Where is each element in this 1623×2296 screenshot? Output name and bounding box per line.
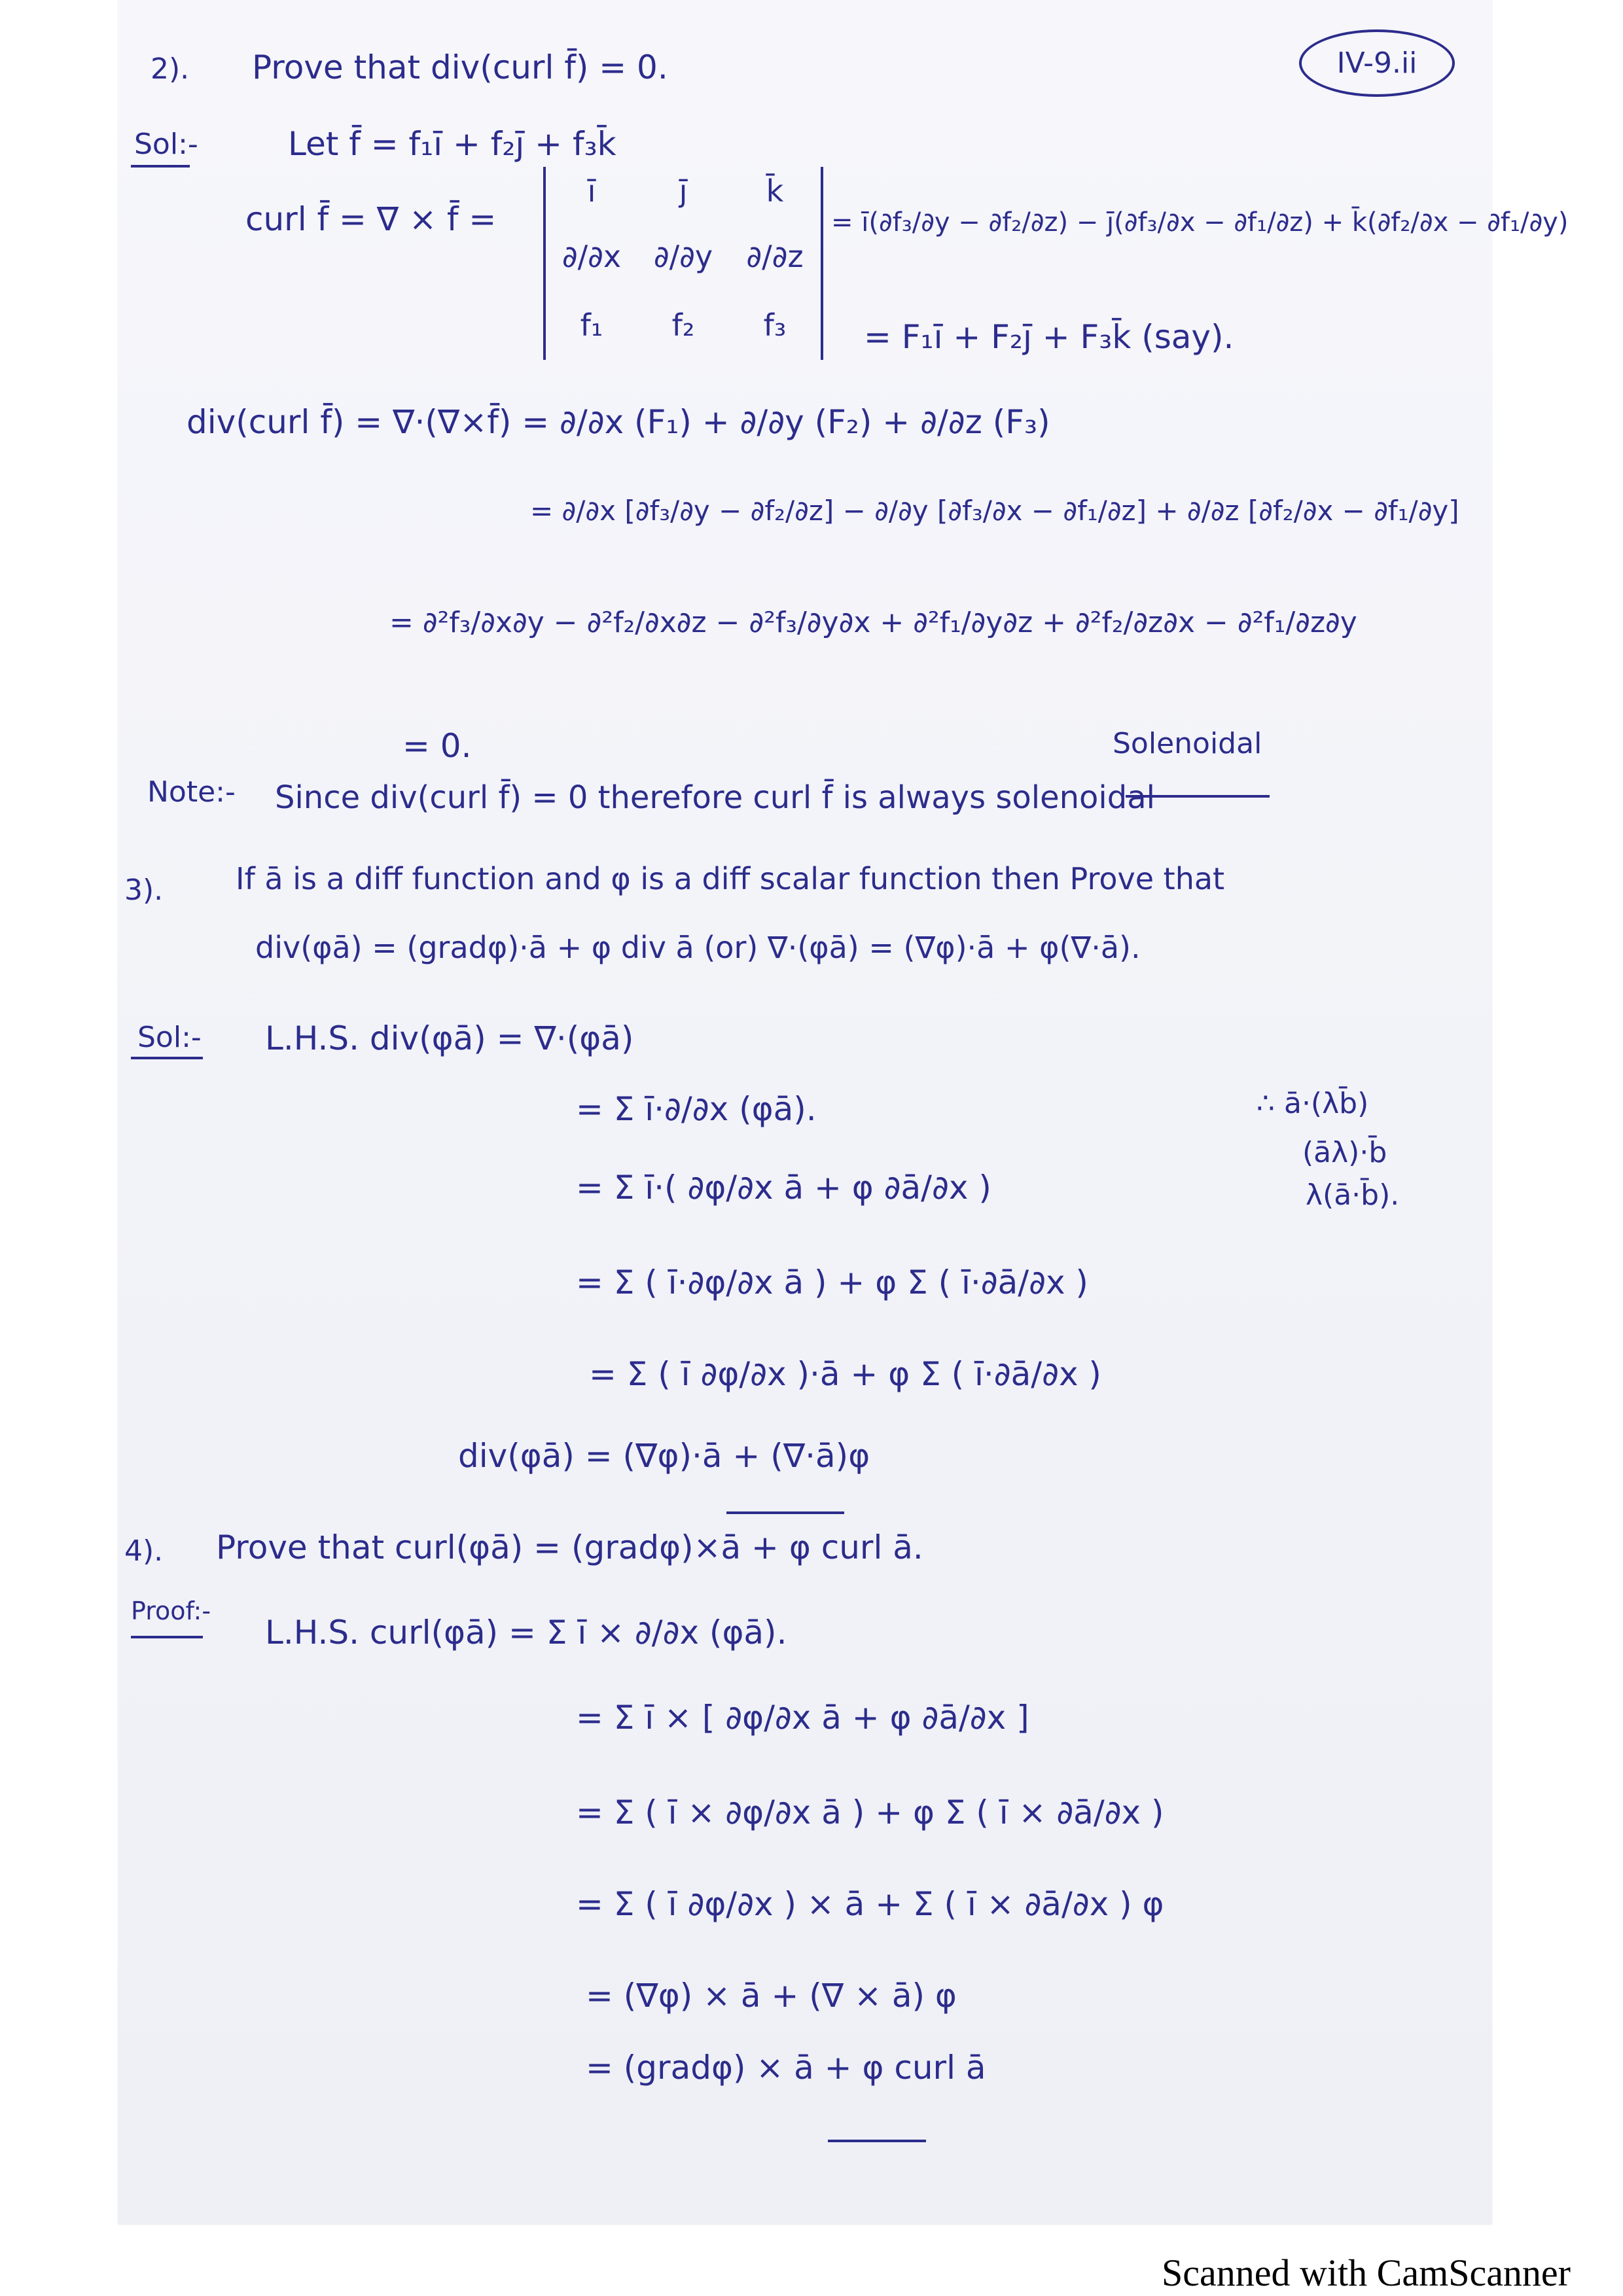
problem-3-result: div(φā) = (∇φ)·ā + (∇·ā)φ <box>458 1437 870 1475</box>
matrix-cell-k: k̄ <box>766 173 784 209</box>
problem-3-step-1: = Σ ī·∂/∂x (φā). <box>576 1090 817 1128</box>
matrix-cell-i: ī <box>587 173 596 209</box>
result-underline <box>726 1511 844 1514</box>
final-underline <box>828 2140 926 2142</box>
div-curl-step-1: div(curl f̄) = ∇·(∇×f̄) = ∂/∂x (F₁) + ∂/∂y (F₂) + ∂/∂z (F₃) <box>187 403 1050 441</box>
proof-underline <box>131 1636 203 1638</box>
problem-4-step-2: = Σ ( ī × ∂φ/∂x ā ) + φ Σ ( ī × ∂ā/∂x ) <box>576 1793 1164 1831</box>
proof-label: Proof:- <box>131 1597 211 1625</box>
curl-definition: curl f̄ = ∇ × f̄ = <box>245 200 497 238</box>
matrix-cell-f3: f₃ <box>763 308 787 343</box>
curl-expansion: = ī(∂f₃/∂y − ∂f₂/∂z) − j̄(∂f₃/∂x − ∂f₁/∂z) + k̄(∂f₂/∂x − ∂f₁/∂y) <box>831 207 1569 238</box>
problem-4-statement: Prove that curl(φā) = (gradφ)×ā + φ curl ā. <box>216 1528 923 1566</box>
curl-say: = F₁ī + F₂j̄ + F₃k̄ (say). <box>864 318 1234 356</box>
problem-3-step-4: = Σ ( ī ∂φ/∂x )·ā + φ Σ ( ī·∂ā/∂x ) <box>589 1355 1101 1393</box>
reference-badge <box>1299 29 1455 97</box>
problem-2-let: Let f̄ = f₁ī + f₂j̄ + f₃k̄ <box>288 125 616 163</box>
side-note-line-1: ∴ ā·(λb̄) <box>1257 1087 1369 1120</box>
sol-underline <box>131 165 190 168</box>
problem-3-number: 3). <box>124 874 164 907</box>
problem-2-sol-label: Sol:- <box>134 128 198 161</box>
matrix-cell-f1: f₁ <box>580 308 603 343</box>
problem-3-step-3: = Σ ( ī·∂φ/∂x ā ) + φ Σ ( ī·∂ā/∂x ) <box>576 1263 1088 1301</box>
scanner-watermark: Scanned with CamScanner <box>1162 2252 1571 2294</box>
matrix-cell-j: j̄ <box>679 173 688 209</box>
problem-3-statement-2: div(φā) = (gradφ)·ā + φ div ā (or) ∇·(φā) = (∇φ)·ā + φ(∇·ā). <box>255 930 1141 965</box>
problem-4-step-5: = (gradφ) × ā + φ curl ā <box>586 2049 986 2087</box>
note-text: Since div(curl f̄) = 0 therefore curl f̄ is always solenoidal <box>275 779 1155 816</box>
matrix-cell-ddz: ∂/∂z <box>746 239 804 274</box>
div-curl-step-3: = ∂²f₃/∂x∂y − ∂²f₂/∂x∂z − ∂²f₃/∂y∂x + ∂²f₁/∂y∂z + ∂²f₂/∂z∂x − ∂²f₁/∂z∂y <box>389 606 1357 639</box>
problem-4-number: 4). <box>124 1534 164 1568</box>
matrix-cell-ddy: ∂/∂y <box>653 239 713 274</box>
note-correction: Solenoidal <box>1113 727 1262 760</box>
note-underline <box>1126 795 1270 798</box>
problem-4-step-4: = (∇φ) × ā + (∇ × ā) φ <box>586 1977 957 2015</box>
reference-text: IV-9.ii <box>1336 46 1418 80</box>
determinant-matrix <box>543 167 823 360</box>
side-note-line-2: (āλ)·b̄ <box>1302 1136 1387 1169</box>
matrix-cell-f2: f₂ <box>671 308 695 343</box>
side-note-line-3: λ(ā·b̄). <box>1306 1178 1400 1212</box>
problem-3-sol-label: Sol:- <box>137 1021 202 1054</box>
note-label: Note:- <box>147 775 236 809</box>
problem-2-number: 2). <box>151 52 190 86</box>
matrix-cell-ddx: ∂/∂x <box>562 239 622 274</box>
problem-3-statement-1: If ā is a diff function and φ is a diff scalar function then Prove that <box>236 861 1225 896</box>
problem-3-step-2: = Σ ī·( ∂φ/∂x ā + φ ∂ā/∂x ) <box>576 1169 991 1207</box>
div-curl-step-4: = 0. <box>402 727 472 765</box>
problem-4-step-3: = Σ ( ī ∂φ/∂x ) × ā + Σ ( ī × ∂ā/∂x ) φ <box>576 1885 1164 1923</box>
problem-4-step-1: = Σ ī × [ ∂φ/∂x ā + φ ∂ā/∂x ] <box>576 1699 1029 1737</box>
problem-2-statement: Prove that div(curl f̄) = 0. <box>252 48 668 86</box>
problem-3-lhs: L.H.S. div(φā) = ∇·(φā) <box>265 1019 634 1057</box>
problem-4-lhs: L.H.S. curl(φā) = Σ ī × ∂/∂x (φā). <box>265 1614 787 1651</box>
div-curl-step-2: = ∂/∂x [∂f₃/∂y − ∂f₂/∂z] − ∂/∂y [∂f₃/∂x − ∂f₁/∂z] + ∂/∂z [∂f₂/∂x − ∂f₁/∂y] <box>530 495 1459 527</box>
sol-underline-3 <box>131 1057 203 1059</box>
